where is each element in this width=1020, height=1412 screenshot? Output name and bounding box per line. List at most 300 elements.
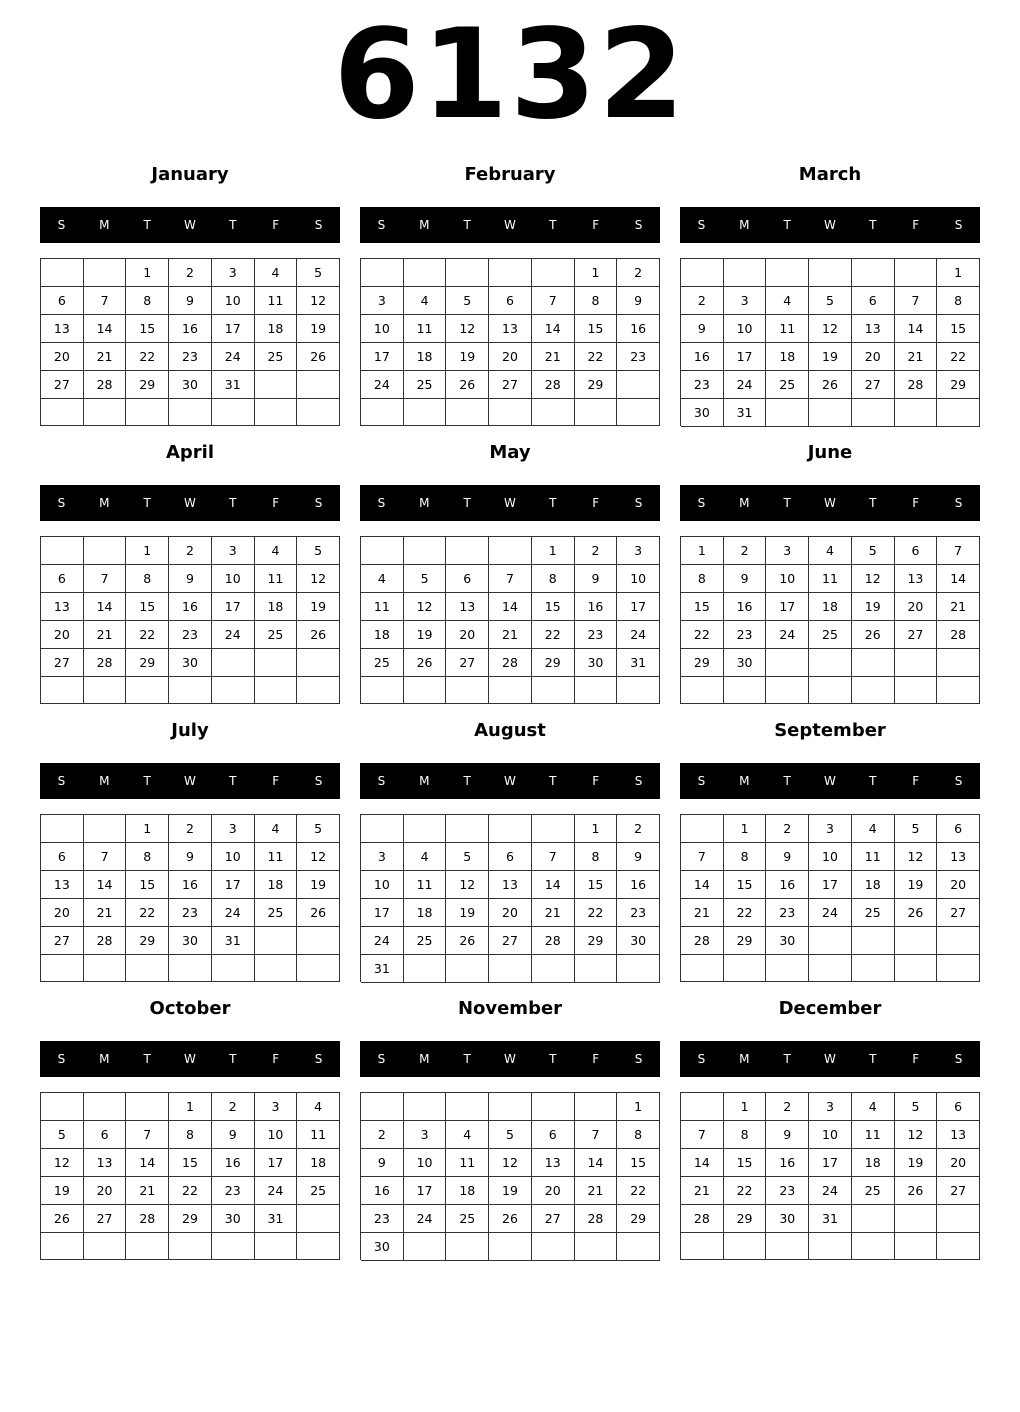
day-cell: 14 — [937, 565, 980, 593]
day-cell — [852, 677, 895, 704]
weekday-label: T — [783, 1052, 791, 1066]
day-cell: 19 — [489, 1177, 532, 1205]
day-cell: 7 — [84, 287, 127, 315]
day-cell: 20 — [852, 343, 895, 371]
day-cell: 26 — [852, 621, 895, 649]
day-cell: 29 — [937, 371, 980, 399]
day-cell — [84, 1233, 127, 1260]
day-cell: 9 — [766, 1121, 809, 1149]
day-cell: 8 — [681, 565, 724, 593]
day-cell: 9 — [724, 565, 767, 593]
day-cell — [724, 259, 767, 287]
month-title: October — [149, 998, 231, 1019]
day-cell: 10 — [212, 565, 255, 593]
day-cell: 27 — [489, 927, 532, 955]
day-cell: 22 — [126, 899, 169, 927]
day-cell: 8 — [532, 565, 575, 593]
day-cell: 4 — [404, 287, 447, 315]
day-cell: 6 — [489, 287, 532, 315]
day-cell — [489, 399, 532, 426]
day-cell — [84, 955, 127, 982]
day-cell: 18 — [404, 343, 447, 371]
day-grid — [360, 258, 660, 426]
day-cell: 10 — [809, 843, 852, 871]
weekday-label: T — [229, 496, 237, 510]
day-cell: 7 — [126, 1121, 169, 1149]
day-cell — [937, 927, 980, 955]
day-cell: 23 — [212, 1177, 255, 1205]
day-cell: 17 — [212, 593, 255, 621]
day-cell: 24 — [212, 899, 255, 927]
day-cell — [126, 1093, 169, 1121]
weekday-label: T — [143, 774, 151, 788]
weekday-label: S — [634, 1052, 643, 1066]
weekday-label: T — [783, 218, 791, 232]
weekday-label: S — [377, 1052, 386, 1066]
weekday-label: S — [954, 218, 963, 232]
weekday-label: M — [419, 774, 430, 788]
day-cell: 11 — [766, 315, 809, 343]
day-cell: 28 — [126, 1205, 169, 1233]
day-cell: 12 — [895, 843, 938, 871]
day-cell: 30 — [617, 927, 660, 955]
day-cell: 12 — [297, 287, 340, 315]
day-cell: 16 — [169, 315, 212, 343]
day-cell: 12 — [446, 871, 489, 899]
day-cell — [446, 815, 489, 843]
weekday-label: M — [99, 496, 110, 510]
day-cell — [41, 399, 84, 426]
day-cell: 13 — [41, 871, 84, 899]
day-cell — [895, 1205, 938, 1233]
day-cell: 1 — [126, 259, 169, 287]
weekday-label: W — [504, 1052, 516, 1066]
day-cell: 19 — [297, 871, 340, 899]
day-cell: 3 — [212, 537, 255, 565]
day-cell — [404, 955, 447, 983]
day-cell — [489, 677, 532, 704]
day-cell: 29 — [575, 371, 618, 399]
weekday-label: W — [824, 496, 836, 510]
day-cell: 1 — [724, 815, 767, 843]
day-cell: 14 — [489, 593, 532, 621]
day-cell: 15 — [724, 1149, 767, 1177]
day-cell — [404, 399, 447, 426]
day-cell: 5 — [446, 287, 489, 315]
day-cell — [126, 399, 169, 426]
day-grid — [40, 258, 340, 426]
day-cell: 5 — [895, 815, 938, 843]
weekday-label: W — [184, 774, 196, 788]
day-cell — [361, 1093, 404, 1121]
day-cell: 13 — [937, 1121, 980, 1149]
day-cell: 24 — [724, 371, 767, 399]
day-cell: 4 — [255, 815, 298, 843]
day-cell: 15 — [724, 871, 767, 899]
day-cell: 8 — [724, 1121, 767, 1149]
day-cell — [169, 399, 212, 426]
weekday-label: S — [634, 774, 643, 788]
day-cell: 14 — [681, 1149, 724, 1177]
day-cell — [255, 371, 298, 399]
day-cell: 27 — [532, 1205, 575, 1233]
weekday-label: S — [57, 774, 66, 788]
day-cell: 1 — [575, 259, 618, 287]
weekday-label: S — [697, 496, 706, 510]
day-cell: 7 — [489, 565, 532, 593]
day-cell: 12 — [809, 315, 852, 343]
weekday-label: W — [824, 774, 836, 788]
day-cell: 21 — [126, 1177, 169, 1205]
day-cell: 17 — [766, 593, 809, 621]
day-cell: 2 — [361, 1121, 404, 1149]
day-cell — [404, 677, 447, 704]
weekday-label: W — [824, 218, 836, 232]
day-cell — [297, 371, 340, 399]
day-cell — [852, 1233, 895, 1260]
weekday-label: S — [954, 1052, 963, 1066]
day-cell: 2 — [766, 815, 809, 843]
day-cell: 3 — [617, 537, 660, 565]
day-cell — [895, 955, 938, 982]
day-grid — [40, 536, 340, 704]
day-cell: 19 — [809, 343, 852, 371]
day-cell: 28 — [681, 927, 724, 955]
day-cell — [575, 399, 618, 426]
day-cell — [489, 1233, 532, 1261]
weekday-label: S — [954, 496, 963, 510]
day-cell — [297, 649, 340, 677]
day-cell: 28 — [489, 649, 532, 677]
day-cell — [446, 1233, 489, 1261]
weekday-label: W — [504, 496, 516, 510]
weekday-label: F — [272, 218, 280, 232]
day-cell: 7 — [895, 287, 938, 315]
day-cell: 11 — [255, 565, 298, 593]
day-cell: 12 — [895, 1121, 938, 1149]
day-cell: 20 — [532, 1177, 575, 1205]
day-cell: 1 — [169, 1093, 212, 1121]
day-cell: 29 — [126, 927, 169, 955]
weekday-label: S — [377, 218, 386, 232]
weekday-label: T — [463, 774, 471, 788]
weekday-label: S — [57, 218, 66, 232]
day-cell: 30 — [169, 649, 212, 677]
weekday-label: W — [504, 774, 516, 788]
day-cell — [852, 1205, 895, 1233]
day-cell — [361, 677, 404, 704]
day-cell: 26 — [297, 899, 340, 927]
day-cell — [297, 677, 340, 704]
day-cell: 11 — [446, 1149, 489, 1177]
day-cell: 13 — [489, 871, 532, 899]
day-cell: 6 — [852, 287, 895, 315]
day-cell: 21 — [84, 899, 127, 927]
day-cell: 28 — [895, 371, 938, 399]
day-cell: 20 — [895, 593, 938, 621]
day-cell: 16 — [169, 593, 212, 621]
day-cell: 8 — [126, 843, 169, 871]
day-cell: 13 — [852, 315, 895, 343]
day-cell — [361, 259, 404, 287]
day-cell: 15 — [575, 871, 618, 899]
day-cell — [895, 649, 938, 677]
day-cell — [404, 537, 447, 565]
day-cell: 13 — [41, 315, 84, 343]
weekday-label: S — [314, 1052, 323, 1066]
day-cell: 16 — [766, 871, 809, 899]
day-cell — [126, 1233, 169, 1260]
day-cell: 30 — [681, 399, 724, 427]
weekday-label: T — [783, 496, 791, 510]
weekday-label: F — [912, 218, 920, 232]
day-cell — [126, 677, 169, 704]
day-cell: 9 — [361, 1149, 404, 1177]
day-cell — [809, 955, 852, 982]
day-cell: 24 — [255, 1177, 298, 1205]
weekday-label: S — [954, 774, 963, 788]
day-cell — [404, 815, 447, 843]
day-cell — [404, 259, 447, 287]
day-cell — [41, 259, 84, 287]
day-cell: 27 — [895, 621, 938, 649]
weekday-label: F — [592, 496, 600, 510]
day-cell: 12 — [852, 565, 895, 593]
day-cell — [681, 677, 724, 704]
day-cell: 18 — [404, 899, 447, 927]
day-cell: 5 — [852, 537, 895, 565]
day-cell: 24 — [809, 1177, 852, 1205]
day-cell: 29 — [126, 649, 169, 677]
day-cell: 17 — [255, 1149, 298, 1177]
day-cell — [297, 927, 340, 955]
weekday-label: S — [377, 774, 386, 788]
day-cell: 14 — [126, 1149, 169, 1177]
day-cell: 25 — [446, 1205, 489, 1233]
day-cell: 19 — [297, 315, 340, 343]
day-cell — [809, 649, 852, 677]
day-cell: 22 — [575, 899, 618, 927]
weekday-label: W — [824, 1052, 836, 1066]
day-cell: 14 — [895, 315, 938, 343]
day-cell — [937, 677, 980, 704]
day-cell — [84, 815, 127, 843]
day-cell: 21 — [681, 899, 724, 927]
day-cell: 15 — [681, 593, 724, 621]
day-cell: 24 — [361, 927, 404, 955]
day-cell — [212, 955, 255, 982]
day-cell: 28 — [532, 371, 575, 399]
day-cell — [575, 955, 618, 983]
day-cell: 29 — [617, 1205, 660, 1233]
day-cell — [255, 649, 298, 677]
day-cell: 22 — [681, 621, 724, 649]
day-cell: 18 — [446, 1177, 489, 1205]
day-cell: 21 — [84, 343, 127, 371]
day-cell — [575, 1233, 618, 1261]
day-cell: 21 — [937, 593, 980, 621]
weekday-label: T — [463, 496, 471, 510]
day-cell: 17 — [212, 871, 255, 899]
day-cell — [41, 537, 84, 565]
weekday-label: S — [57, 496, 66, 510]
day-cell: 11 — [809, 565, 852, 593]
day-cell — [489, 537, 532, 565]
day-cell: 8 — [724, 843, 767, 871]
day-cell — [937, 1233, 980, 1260]
day-cell: 2 — [575, 537, 618, 565]
weekday-label: T — [143, 218, 151, 232]
day-cell: 20 — [41, 621, 84, 649]
day-cell: 10 — [212, 843, 255, 871]
day-cell: 1 — [532, 537, 575, 565]
day-cell — [809, 927, 852, 955]
day-cell: 3 — [809, 815, 852, 843]
day-cell: 29 — [724, 1205, 767, 1233]
day-cell: 16 — [724, 593, 767, 621]
day-cell — [617, 677, 660, 704]
weekday-label: T — [549, 1052, 557, 1066]
day-cell — [681, 1093, 724, 1121]
day-cell — [617, 1233, 660, 1261]
weekday-label: F — [272, 774, 280, 788]
day-cell: 17 — [617, 593, 660, 621]
day-cell — [895, 399, 938, 427]
day-cell: 6 — [532, 1121, 575, 1149]
day-cell: 11 — [255, 843, 298, 871]
weekday-label: S — [697, 218, 706, 232]
day-cell — [446, 399, 489, 426]
day-cell: 3 — [404, 1121, 447, 1149]
day-grid — [40, 1092, 340, 1260]
day-cell: 5 — [41, 1121, 84, 1149]
day-cell — [617, 955, 660, 983]
weekday-label: F — [912, 1052, 920, 1066]
day-cell: 25 — [361, 649, 404, 677]
day-cell — [766, 955, 809, 982]
day-cell — [895, 927, 938, 955]
day-cell — [41, 1093, 84, 1121]
day-cell: 31 — [617, 649, 660, 677]
day-cell — [617, 371, 660, 399]
day-cell: 11 — [404, 871, 447, 899]
day-grid — [680, 814, 980, 982]
day-cell: 16 — [617, 871, 660, 899]
day-cell: 5 — [895, 1093, 938, 1121]
day-cell: 18 — [852, 871, 895, 899]
day-cell: 17 — [212, 315, 255, 343]
day-cell — [41, 955, 84, 982]
day-cell — [809, 677, 852, 704]
weekday-header — [40, 207, 340, 243]
day-cell: 8 — [937, 287, 980, 315]
day-cell: 26 — [41, 1205, 84, 1233]
day-cell: 19 — [297, 593, 340, 621]
weekday-label: W — [504, 218, 516, 232]
day-cell: 21 — [681, 1177, 724, 1205]
day-cell: 28 — [937, 621, 980, 649]
weekday-label: M — [99, 774, 110, 788]
weekday-label: M — [739, 218, 750, 232]
day-cell: 9 — [575, 565, 618, 593]
day-cell: 15 — [169, 1149, 212, 1177]
weekday-label: S — [634, 218, 643, 232]
day-cell: 20 — [937, 871, 980, 899]
day-cell: 26 — [895, 899, 938, 927]
day-cell: 26 — [446, 927, 489, 955]
day-cell: 15 — [617, 1149, 660, 1177]
day-cell — [404, 1093, 447, 1121]
day-cell: 23 — [169, 343, 212, 371]
weekday-label: M — [419, 496, 430, 510]
day-cell: 18 — [255, 315, 298, 343]
weekday-header — [680, 763, 980, 799]
day-cell: 17 — [809, 871, 852, 899]
weekday-header — [360, 763, 660, 799]
weekday-label: T — [229, 218, 237, 232]
day-cell — [489, 815, 532, 843]
day-cell: 9 — [169, 843, 212, 871]
day-cell — [489, 259, 532, 287]
day-cell — [41, 815, 84, 843]
day-cell — [937, 955, 980, 982]
day-cell — [895, 259, 938, 287]
day-cell: 7 — [937, 537, 980, 565]
day-cell: 30 — [766, 927, 809, 955]
day-cell: 12 — [41, 1149, 84, 1177]
day-cell: 4 — [255, 259, 298, 287]
weekday-label: T — [869, 218, 877, 232]
month-title: September — [774, 720, 886, 741]
day-cell: 22 — [724, 899, 767, 927]
day-cell: 16 — [212, 1149, 255, 1177]
day-cell: 13 — [489, 315, 532, 343]
day-cell: 16 — [575, 593, 618, 621]
day-cell: 29 — [724, 927, 767, 955]
day-cell — [446, 955, 489, 983]
day-cell: 18 — [766, 343, 809, 371]
day-cell — [766, 677, 809, 704]
day-cell: 21 — [575, 1177, 618, 1205]
day-cell — [766, 1233, 809, 1260]
day-cell — [255, 1233, 298, 1260]
day-cell: 16 — [169, 871, 212, 899]
day-cell: 3 — [212, 259, 255, 287]
day-cell — [255, 955, 298, 982]
day-cell: 11 — [852, 843, 895, 871]
weekday-label: F — [592, 218, 600, 232]
day-cell — [895, 677, 938, 704]
day-cell: 14 — [532, 315, 575, 343]
day-cell: 22 — [617, 1177, 660, 1205]
day-cell: 10 — [404, 1149, 447, 1177]
day-cell — [169, 955, 212, 982]
weekday-label: T — [549, 496, 557, 510]
day-cell: 31 — [212, 927, 255, 955]
day-cell: 2 — [766, 1093, 809, 1121]
day-cell: 7 — [532, 287, 575, 315]
day-cell: 15 — [126, 593, 169, 621]
day-cell: 23 — [617, 899, 660, 927]
weekday-label: W — [184, 1052, 196, 1066]
day-cell: 13 — [41, 593, 84, 621]
year-title: 6132 — [333, 3, 687, 147]
weekday-label: T — [869, 774, 877, 788]
day-cell: 25 — [852, 899, 895, 927]
day-cell: 8 — [575, 287, 618, 315]
day-cell: 27 — [41, 371, 84, 399]
day-cell: 26 — [404, 649, 447, 677]
